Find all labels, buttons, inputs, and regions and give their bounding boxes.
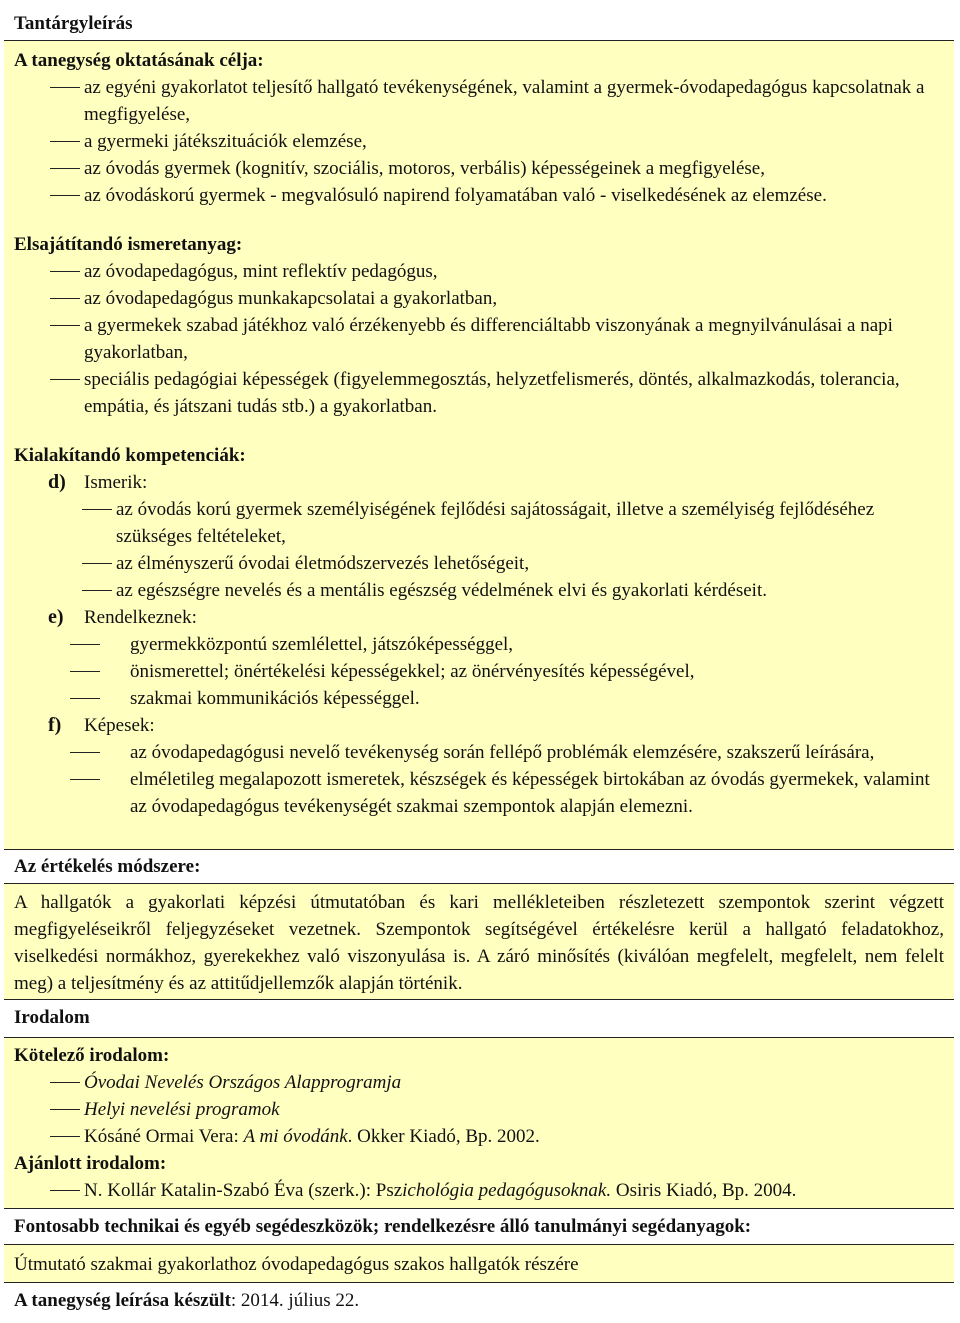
title-row (4, 4, 954, 40)
list-item: az óvodás korú gyermek személyiségének fejlődési sajátosságait, illetve a személyiség fejlődéséhez szükséges feltételeket, (14, 496, 944, 550)
group-letter: d) (48, 471, 66, 493)
list-item: az óvodás gyermek (kognitív, szociális, motoros, verbális) képességeinek a megfigyelése, (14, 155, 944, 182)
tools-heading-row (4, 1208, 954, 1244)
group-label: Képesek: (84, 715, 155, 736)
list-item: az óvodáskorú gyermek - megvalósuló napirend folyamatában való - viselkedésének az elemzése. (14, 182, 944, 209)
competency-list-d (14, 496, 944, 604)
list-item: Óvodai Nevelés Országos Alapprogramja (14, 1069, 944, 1096)
tools-text-row (4, 1244, 954, 1282)
list-item: az óvodapedagógus munkakapcsolatai a gyakorlatban, (14, 285, 944, 312)
recommended-literature-heading: Ajánlott irodalom: (14, 1153, 167, 1174)
group-label: Rendelkeznek: (84, 607, 197, 628)
list-item: gyermekközpontú szemlélettel, játszóképességgel, (14, 631, 944, 658)
competency-list-e (14, 631, 944, 712)
main-section (4, 40, 954, 849)
list-item: a gyermeki játékszituációk elemzése, (14, 128, 944, 155)
footer-row (4, 1282, 954, 1317)
list-item: elméletileg megalapozott ismeretek, készségek és képességek birtokában az óvodás gyermekek, valamint az óvodapedagógus tevékenységét szakmai szempontok alapján elemezni. (14, 766, 944, 820)
literature-heading: Irodalom (14, 1007, 90, 1028)
list-item: Helyi nevelési programok (14, 1096, 944, 1123)
list-item: az élményszerű óvodai életmódszervezés lehetőségeit, (14, 550, 944, 577)
evaluation-heading: Az értékelés módszere: (14, 856, 201, 877)
literature-list-row (4, 1037, 954, 1208)
list-item: önismerettel; önértékelési képességekkel; az önérvényesítés képességével, (14, 658, 944, 685)
list-item: a gyermekek szabad játékhoz való érzékenyebb és differenciáltabb viszonyának a megnyilvánulásai a napi gyakorlatban, (14, 312, 944, 366)
competency-group-f (14, 712, 944, 739)
list-item: az egyéni gyakorlatot teljesítő hallgató tevékenységének, valamint a gyermek-óvodapedagógus kapcsolatnak a megfigyelése, (14, 74, 944, 128)
group-label: Ismerik: (84, 472, 148, 493)
list-item: speciális pedagógiai képességek (figyelemmegosztás, helyzetfelismerés, döntés, alkalmazkodás, tolerancia, empátia, és játszani tudás stb.) a gyakorlatban. (14, 366, 944, 420)
knowledge-list (14, 258, 944, 420)
knowledge-heading: Elsajátítandó ismeretanyag: (14, 234, 243, 255)
tools-heading: Fontosabb technikai és egyéb segédeszközök; rendelkezésre álló tanulmányi segédanyagok: (14, 1216, 752, 1237)
competency-group-e (14, 604, 944, 631)
document-title: Tantárgyleírás (14, 13, 133, 34)
required-literature-heading: Kötelező irodalom: (14, 1045, 170, 1066)
evaluation-text-row (4, 883, 954, 999)
literature-heading-row (4, 999, 954, 1037)
recommended-literature-list (14, 1177, 944, 1204)
competency-list-f (14, 739, 944, 820)
list-item: az óvodapedagógus, mint reflektív pedagógus, (14, 258, 944, 285)
tools-text: Útmutató szakmai gyakorlathoz óvodapedagógus szakos hallgatók részére (14, 1254, 579, 1275)
footer-label: A tanegység leírása készült (14, 1290, 231, 1311)
footer-line (14, 1287, 944, 1314)
evaluation-heading-row (4, 849, 954, 883)
footer-date: : 2014. július 22. (230, 1290, 360, 1311)
goals-list (14, 74, 944, 209)
competency-group-d (14, 469, 944, 496)
goals-heading: A tanegység oktatásának célja: (14, 50, 264, 71)
required-literature-list (14, 1069, 944, 1150)
list-item: az egészségre nevelés és a mentális egészség védelmének elvi és gyakorlati kérdéseit. (14, 577, 944, 604)
competencies-heading: Kialakítandó kompetenciák: (14, 445, 246, 466)
group-letter: f) (48, 714, 62, 736)
list-item: az óvodapedagógusi nevelő tevékenység során fellépő problémák elemzésére, szakszerű leírására, (14, 739, 944, 766)
group-letter: e) (48, 606, 64, 628)
evaluation-text: A hallgatók a gyakorlati képzési útmutatóban és kari mellékleteiben részletezett szempontok szerint végzett megfigyeléseikről feljegyzéseket vezetnek. Szempontok segítségével értékelésre kerül a hallgató feladatokhoz, viselkedési normákhoz, gyerekekhez való viszonyulása is. A záró minősítés (kiválóan megfelelt, megfelelt, nem felelt meg) a teljesítmény és az attitűdjellemzők alapján történik. (14, 892, 944, 994)
list-item: szakmai kommunikációs képességgel. (14, 685, 944, 712)
list-item: N. Kollár Katalin-Szabó Éva (szerk.): Pszichológia pedagógusoknak. Osiris Kiadó, Bp. 2004. (14, 1177, 944, 1204)
list-item: Kósáné Ormai Vera: A mi óvodánk. Okker Kiadó, Bp. 2002. (14, 1123, 944, 1150)
